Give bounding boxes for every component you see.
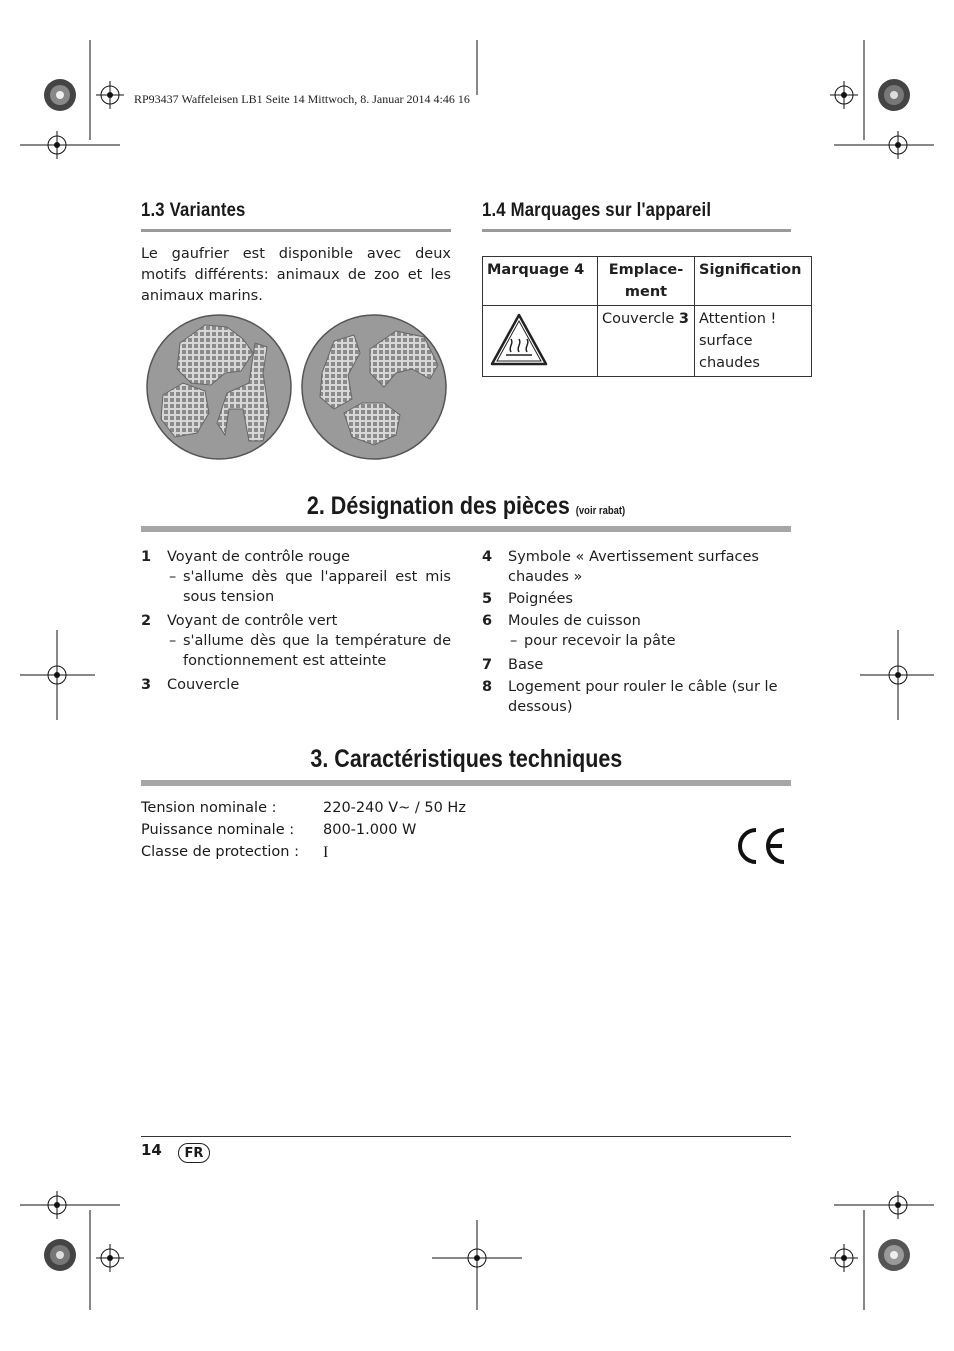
parts-heading-text xyxy=(307,492,625,521)
list-item xyxy=(141,675,451,695)
meaning-cell: Attention ! surface chaudes xyxy=(695,306,812,377)
part-sub-text: s'allume dès que l'appareil est mis sous tension xyxy=(183,569,451,605)
parts-heading-note: (voir rabat) xyxy=(575,505,626,517)
part-number: 6 xyxy=(482,613,493,629)
col-header-location xyxy=(598,257,695,306)
table-row xyxy=(483,306,812,377)
markings-heading: 1.4 Marquages sur l'appareil xyxy=(482,200,712,221)
spec-label-protection: Classe de protection : xyxy=(141,844,299,860)
hot-surface-warning-icon xyxy=(489,312,549,368)
spec-label-power: Puissance nominale : xyxy=(141,822,295,838)
markings-rule xyxy=(482,229,791,232)
dash: – xyxy=(169,569,177,585)
location-cell xyxy=(598,306,695,377)
part-sub-text: pour recevoir la pâte xyxy=(524,633,676,649)
parts-heading xyxy=(141,492,791,521)
part-number: 8 xyxy=(482,679,493,695)
part-sub xyxy=(510,631,782,651)
spec-label-voltage: Tension nominale : xyxy=(141,800,277,816)
footer-rule xyxy=(141,1136,791,1137)
zoo-animals-waffle-plate-image xyxy=(145,313,293,461)
list-item xyxy=(141,547,451,607)
list-item xyxy=(482,655,782,675)
markings-table-header-row xyxy=(483,257,812,306)
spec-value-voltage: 220-240 V~ / 50 Hz xyxy=(323,800,466,816)
parts-rule xyxy=(141,526,791,532)
part-number: 7 xyxy=(482,657,493,673)
specs-heading-text: 3. Caractéristiques techniques xyxy=(310,745,622,773)
print-header: RP93437 Waffeleisen LB1 Seite 14 Mittwoch, 8. Januar 2014 4:46 16 xyxy=(134,92,470,106)
part-label: Poignées xyxy=(508,591,573,607)
ce-mark-icon xyxy=(736,826,788,866)
location-text: Couvercle xyxy=(602,311,675,327)
part-number: 1 xyxy=(141,549,152,565)
part-label: Base xyxy=(508,657,544,673)
sea-animals-waffle-plate-image xyxy=(300,313,448,461)
specs-rule xyxy=(141,780,791,786)
part-label: Symbole « Avertissement surfaces chaudes » xyxy=(508,549,759,585)
location-number: 3 xyxy=(678,311,689,327)
markings-table xyxy=(482,256,812,377)
specs-heading xyxy=(141,745,791,774)
part-sub xyxy=(169,567,451,607)
col-header-marking: Marquage 4 xyxy=(483,257,598,306)
col-header-meaning: Signification xyxy=(695,257,812,306)
part-label: Moules de cuisson xyxy=(508,613,641,629)
variants-text: Le gaufrier est disponible avec deux motifs différents: animaux de zoo et les animaux marins. xyxy=(141,246,451,304)
variants-rule xyxy=(141,229,451,232)
col-header-location-text: Emplace- ment xyxy=(608,262,684,300)
list-item xyxy=(482,547,782,587)
variants-heading: 1.3 Variantes xyxy=(141,200,246,221)
list-item xyxy=(141,611,451,671)
part-label: Voyant de contrôle vert xyxy=(167,613,338,629)
spec-value-protection: I xyxy=(323,844,329,861)
part-number: 2 xyxy=(141,613,152,629)
part-sub-text: s'allume dès que la température de fonctionnement est atteinte xyxy=(183,633,451,669)
list-item xyxy=(482,611,782,651)
part-label: Logement pour rouler le câble (sur le dessous) xyxy=(508,679,778,715)
dash: – xyxy=(510,633,518,649)
part-label: Voyant de contrôle rouge xyxy=(167,549,350,565)
part-label: Couvercle xyxy=(167,677,240,693)
marking-cell xyxy=(483,306,598,377)
spec-value-power: 800-1.000 W xyxy=(323,822,417,838)
part-number: 5 xyxy=(482,591,493,607)
part-number: 3 xyxy=(141,677,152,693)
list-item xyxy=(482,677,782,717)
page-number: 14 xyxy=(141,1141,162,1159)
part-sub xyxy=(169,631,451,671)
dash: – xyxy=(169,633,177,649)
part-number: 4 xyxy=(482,549,493,565)
language-badge: FR xyxy=(178,1143,210,1163)
parts-heading-title: 2. Désignation des pièces xyxy=(306,492,570,520)
list-item xyxy=(482,589,782,609)
